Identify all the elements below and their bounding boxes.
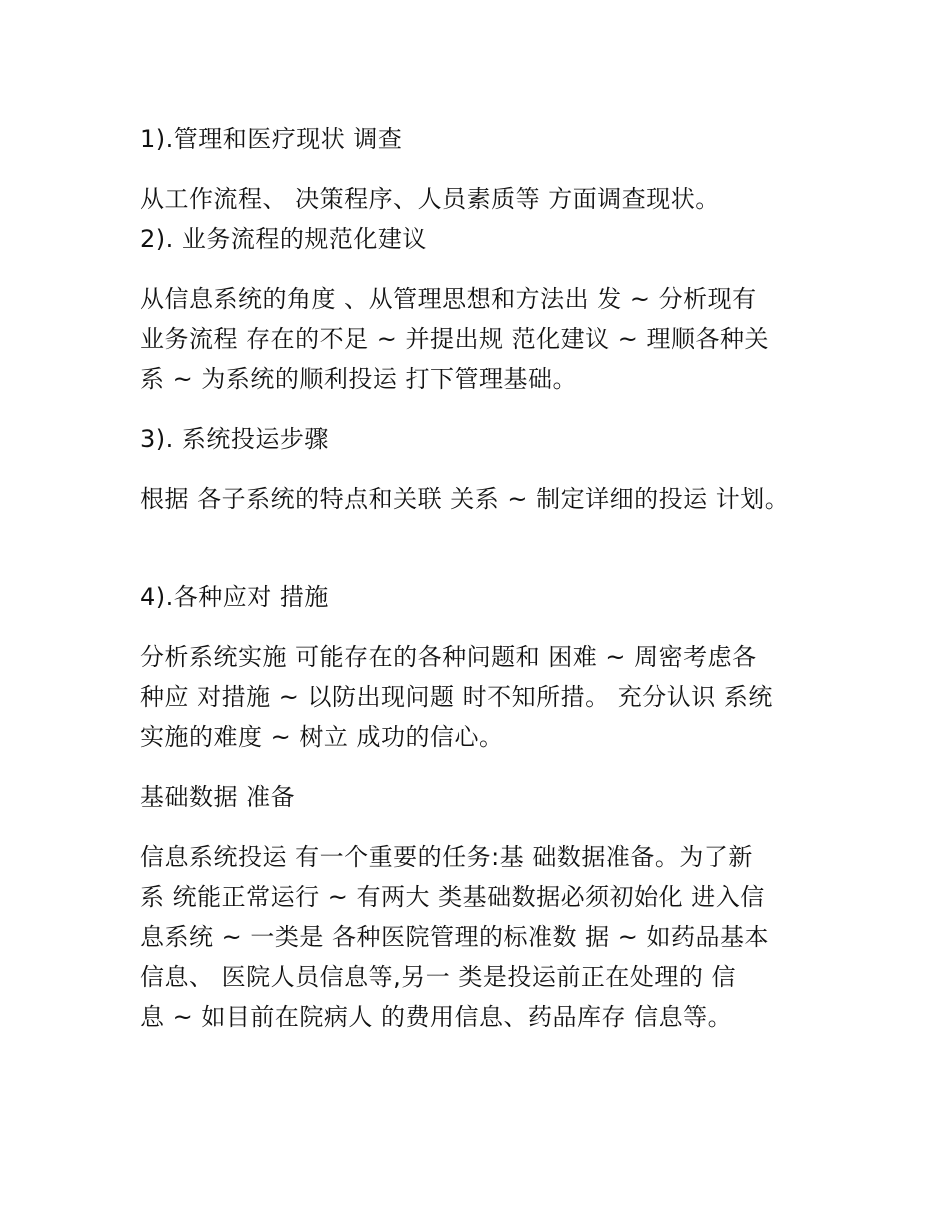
section-2-text-line-3: 系 ~ 为系统的顺利投运 打下管理基础。 [140, 365, 577, 393]
section-4-text-line-2: 种应 对措施 ~ 以防出现问题 时不知所措。 充分认识 系统 [140, 683, 773, 711]
section-4-heading: 4).各种应对 措施 [140, 583, 329, 611]
section-1-heading: 1).管理和医疗现状 调查 [140, 125, 403, 153]
section-5-text-line-4: 信息、 医院人员信息等,另一 类是投运前正在处理的 信 [140, 963, 737, 991]
section-5-heading: 基础数据 准备 [140, 783, 296, 811]
section-1-text: 从工作流程、 决策程序、人员素质等 方面调查现状。 [140, 185, 720, 213]
section-5-text-line-5: 息 ~ 如目前在院病人 的费用信息、药品库存 信息等。 [140, 1003, 733, 1031]
section-3-text: 根据 各子系统的特点和关联 关系 ~ 制定详细的投运 计划。 [140, 485, 790, 513]
section-4-text-line-1: 分析系统实施 可能存在的各种问题和 困难 ~ 周密考虑各 [140, 643, 757, 671]
section-2-heading: 2). 业务流程的规范化建议 [140, 225, 427, 253]
section-5-text-line-2: 系 统能正常运行 ~ 有两大 类基础数据必须初始化 进入信 [140, 883, 765, 911]
section-2-text-line-2: 业务流程 存在的不足 ~ 并提出规 范化建议 ~ 理顺各种关 [140, 325, 769, 353]
section-3-heading: 3). 系统投运步骤 [140, 425, 329, 453]
section-2-text-line-1: 从信息系统的角度 、从管理思想和方法出 发 ~ 分析现有 [140, 285, 757, 313]
section-5-text-line-1: 信息系统投运 有一个重要的任务:基 础数据准备。为了新 [140, 843, 753, 871]
section-4-text-line-3: 实施的难度 ~ 树立 成功的信心。 [140, 723, 504, 751]
section-5-text-line-3: 息系统 ~ 一类是 各种医院管理的标准数 据 ~ 如药品基本 [140, 923, 769, 951]
